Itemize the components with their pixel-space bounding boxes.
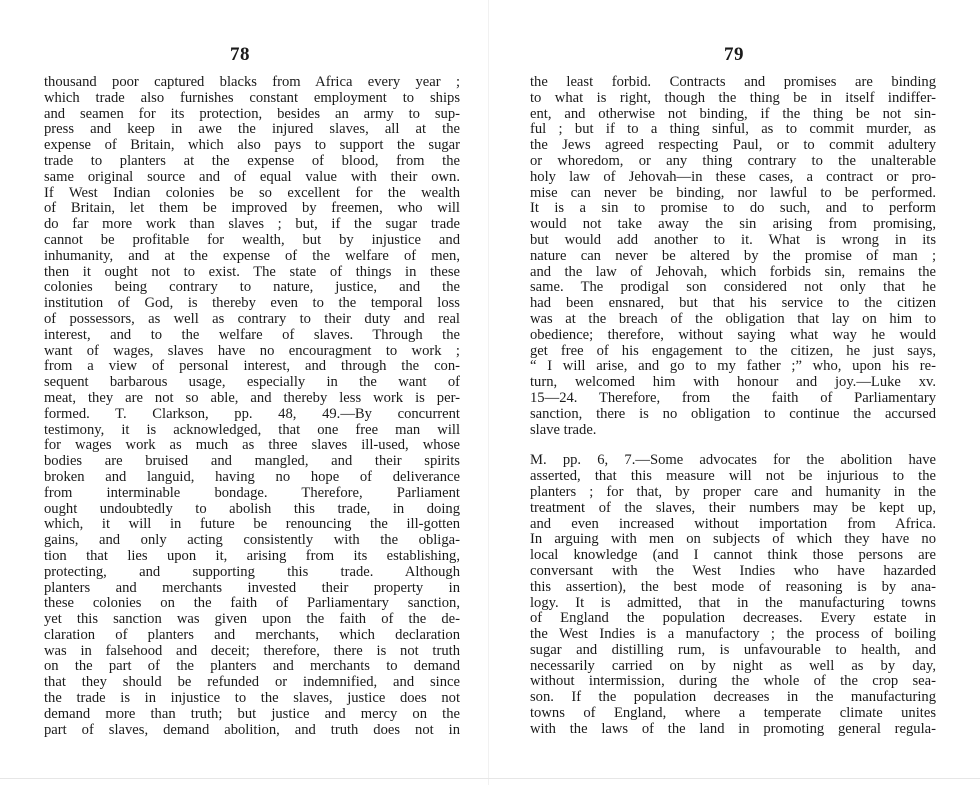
text-line: treatment of the slaves, their numbers may be kept up, [530, 500, 936, 516]
text-line: same original source and of equal value with their own. [44, 169, 460, 185]
text-line: the least forbid. Contracts and promises are binding [530, 75, 936, 90]
paragraph-abolition-advocates [530, 453, 936, 737]
text-line: without intermission, during the whole of the crop sea- [530, 674, 936, 690]
text-line: that they should be refunded or indemnified, and since [44, 675, 460, 691]
text-line: sanction, there is no obligation to continue the accursed [530, 406, 936, 422]
text-line: and seamen for its protection, besides an army to sup- [44, 106, 460, 122]
paragraph-gap [530, 438, 936, 453]
text-line: from a view of personal interest, and through the con- [44, 359, 460, 375]
text-line: would not take away the sin arising from promising, [530, 217, 936, 233]
text-line: sequent barbarous usage, especially in the want of [44, 375, 460, 391]
text-line: the West Indies is a manufactory ; the process of boiling [530, 627, 936, 643]
left-page-number: 78 [230, 44, 250, 65]
book-gutter [488, 0, 489, 785]
text-line: planters ; for that, by proper care and humanity in the [530, 484, 936, 500]
text-line: from interminable bondage. Therefore, Parliament [44, 485, 460, 501]
text-line: protecting, and supporting this trade. Although [44, 564, 460, 580]
text-line: gains, and only acting consistently with the obliga- [44, 533, 460, 549]
text-line: planters and merchants invested their property in [44, 580, 460, 596]
text-line: to what is right, though the thing be in itself indiffer- [530, 90, 936, 106]
text-line: ent, and otherwise not binding, if the thing be not sin- [530, 106, 936, 122]
text-line: press and keep in awe the injured slaves, all at the [44, 122, 460, 138]
text-line: on the part of the planters and merchants to demand [44, 659, 460, 675]
text-line: son. If the population decreases in the manufacturing [530, 690, 936, 706]
text-line: but would add another to it. What is wrong in its [530, 232, 936, 248]
text-line: same. The prodigal son considered not only that he [530, 280, 936, 296]
text-line: colonies being contrary to nature, justice, and the [44, 280, 460, 296]
text-line: and the law of Jehovah, which forbids sin, remains the [530, 264, 936, 280]
paragraph-contracts [530, 75, 936, 438]
text-line: meat, they are not so able, and thereby less work is per- [44, 390, 460, 406]
text-line: bodies are bruised and mangled, and their spirits [44, 454, 460, 470]
text-line: trade to planters at the expense of blood, from the [44, 153, 460, 169]
text-line: In arguing with men on subjects of which they have no [530, 532, 936, 548]
text-line: mise can never be binding, nor lawful to be performed. [530, 185, 936, 201]
text-line: 15—24. Therefore, from the faith of Parliamentary [530, 390, 936, 406]
text-line: testimony, it is acknowledged, that one free man will [44, 422, 460, 438]
text-line: expense of Britain, which also pays to support the sugar [44, 138, 460, 154]
text-line: holy law of Jehovah—in these cases, a contract or pro- [530, 169, 936, 185]
text-line: for wages work as much as three slaves ill-used, whose [44, 438, 460, 454]
text-line: ought undoubtedly to abolish this trade, in doing [44, 501, 460, 517]
text-line: M. pp. 6, 7.—Some advocates for the abolition have [530, 453, 936, 469]
text-line: cannot be profitable for wealth, but by injustice and [44, 232, 460, 248]
left-page-text [44, 75, 460, 738]
text-line: If West Indian colonies be so excellent for the wealth [44, 185, 460, 201]
text-line: had been ensnared, but that his service to the citizen [530, 296, 936, 312]
text-line: It is a sin to promise to do such, and to perform [530, 201, 936, 217]
text-line: “ I will arise, and go to my father ;” who, upon his re- [530, 359, 936, 375]
text-line: or whoredom, or any thing contrary to the unalterable [530, 153, 936, 169]
text-line: was at the breach of the obligation that lay on him to [530, 311, 936, 327]
text-line: yet this sanction was given upon the faith of the de- [44, 612, 460, 628]
text-line: logy. It is admitted, that in the manufacturing towns [530, 595, 936, 611]
text-line: slave trade. [530, 422, 597, 438]
text-line: this assertion), the best mode of reasoning is by ana- [530, 579, 936, 595]
text-line: ful ; but if to a thing sinful, as to commit murder, as [530, 122, 936, 138]
text-line: necessarily carried on by night as well as by day, [530, 658, 936, 674]
text-line: conversant with the West Indies who have hazarded [530, 563, 936, 579]
text-line: of Britain, let them be improved by freemen, who will [44, 201, 460, 217]
text-line: local knowledge (and I cannot think those persons are [530, 548, 936, 564]
text-line: get free of his engagement to the citizen, he just says, [530, 343, 936, 359]
page-bottom-edge [0, 778, 980, 779]
text-line: claration of planters and merchants, which declaration [44, 627, 460, 643]
text-line: do far more work than slaves ; but, if the sugar trade [44, 217, 460, 233]
text-line: thousand poor captured blacks from Africa every year ; [44, 75, 460, 90]
text-line: turn, welcomed him with honour and joy.—Luke xv. [530, 375, 936, 391]
text-line: then it ought not to exist. The state of things in these [44, 264, 460, 280]
text-line: obedience; therefore, without saying what way he would [530, 327, 936, 343]
text-line: part of slaves, demand abolition, and truth does not in [44, 722, 460, 738]
text-line: sugar and distilling rum, is unfavourable to health, and [530, 642, 936, 658]
text-line: of England the population decreases. Every estate in [530, 611, 936, 627]
text-line: institution of God, is thereby even to the temporal loss [44, 296, 460, 312]
text-line: the trade is in injustice to the slaves, justice does not [44, 691, 460, 707]
text-line: want of wages, slaves have no encouragment to work ; [44, 343, 460, 359]
text-line: with the laws of the land in promoting general regula- [530, 721, 936, 737]
text-line: of possessors, as well as contrary to their duty and real [44, 311, 460, 327]
text-line: demand more than truth; but justice and mercy on the [44, 706, 460, 722]
text-line: was in falsehood and deceit; therefore, there is not truth [44, 643, 460, 659]
text-line: nature can never be altered by the promise of man ; [530, 248, 936, 264]
text-line: towns of England, where a temperate climate unites [530, 706, 936, 722]
right-page-text [530, 75, 936, 738]
text-line: inhumanity, and at the expense of the welfare of men, [44, 248, 460, 264]
text-line: the Jews agreed respecting Paul, or to commit adultery [530, 138, 936, 154]
text-line: interest, and to the welfare of slaves. Through the [44, 327, 460, 343]
text-line: which, it will in future be renouncing the ill-gotten [44, 517, 460, 533]
text-line: asserted, that this measure will not be injurious to the [530, 469, 936, 485]
text-line: which trade also furnishes constant employment to ships [44, 90, 460, 106]
text-line: broken and languid, having no hope of deliverance [44, 469, 460, 485]
text-line: formed. T. Clarkson, pp. 48, 49.—By concurrent [44, 406, 460, 422]
text-line: tion that lies upon it, arising from its establishing, [44, 548, 460, 564]
text-line: and even increased without importation from Africa. [530, 516, 936, 532]
text-line: these colonies on the faith of Parliamentary sanction, [44, 596, 460, 612]
right-page-number: 79 [724, 44, 744, 65]
